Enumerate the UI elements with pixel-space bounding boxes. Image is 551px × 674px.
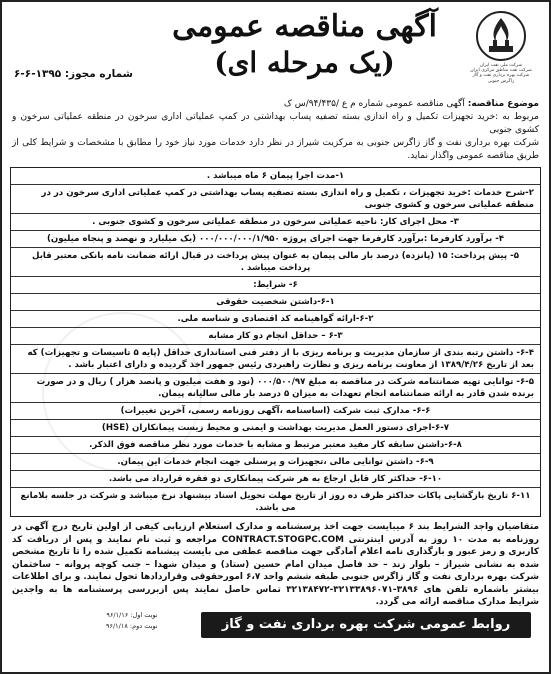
condition-row: ۶-۱۰- حداکثر کار قابل ارجاع به هر شرکت پیمانکاری دو فقره قرارداد می باشد. — [11, 471, 540, 488]
condition-row: ۶-۴- داشتن رتبه بندی از سازمان مدیریت و برنامه ریزی با از دفتر فنی استانداری حداقل (پایه ۵ تاسیسات و تجهیزات) که بعد از تاریخ ۱۳۸۹/۴/۲۶ از معاونت برنامه ریزی و نظارت راهبردی رئیس جمهور اخذ گردیده و دارای اعتبار باشد . — [11, 345, 540, 374]
condition-row: ۶-۱۱ تاریخ بازگشایی پاکات حداکثر ظرف ده روز از تاریخ مهلت تحویل اسناد بیشنهاد نرخ میباشد و شرکت در جلسه بلامانع می باشد. — [20, 491, 531, 513]
publication-dates — [106, 610, 158, 632]
condition-row: ۶-۲-ارائه گواهینامه کد اقتصادی و شناسه ملی. — [11, 311, 540, 328]
first-publication-date: نوبت اول: ۹۶/۱/۱۶ — [106, 611, 158, 619]
notice-subtitle: (یک مرحله ای) — [214, 46, 395, 79]
public-relations-banner: روابط عمومی شرکت بهره برداری نفت و گاز زاگرس جنوبی — [201, 612, 531, 638]
outro-part-1: متقاضیان واجد الشرایط بند ۶ میبایست جهت اخذ پرسشنامه و مدارک استعلام ارزیابی کیفی از اولین تاریخ درج آگهی در روزنامه به مدت ۱۰ روز به آدرس اینترنتی — [12, 522, 539, 545]
condition-row: ۵- پیش پرداخت: ۱۵ (پانزده) درصد بار مالی پیمان به عنوان پیش پرداخت در قبال ارائه ضمانت نامه بانکی معتبر قابل پرداخت میباشد . — [11, 248, 540, 277]
condition-row: ۶-۹- داشتن توانایی مالی ،تجهیزات و پرسنلی جهت انجام خدمات این پیمان. — [11, 454, 540, 471]
condition-row: ۳- محل اجرای کار: ناحیه عملیاتی سرخون در منطقه عملیاتی سرخون و کشوی جنوبی . — [11, 214, 540, 231]
subject-label: موضوع مناقصه: — [467, 99, 539, 109]
title-block — [160, 8, 449, 80]
permit-number: شماره مجوز: ۱۳۹۵-۶-۶ — [14, 68, 133, 80]
company-logo — [465, 10, 537, 88]
conditions-table — [10, 167, 541, 517]
condition-row: ۶-۸-داشتن سابقه کار مفید معتبر مرتبط و مشابه با خدمات مورد نظر مناقصه فوق الذکر. — [11, 437, 540, 454]
condition-row: ۶-۱-داشتن شخصیت حقوقی — [11, 294, 540, 311]
subject-text: آگهی مناقصه عمومی شماره م ع /۹۴/۴۳۵/س ک — [283, 99, 465, 109]
condition-row: ۱-مدت اجرا پیمان ۶ ماه میباشد . — [11, 168, 540, 185]
subject-line — [12, 98, 539, 111]
intro-text — [10, 96, 541, 167]
condition-row: ۶-۵- توانایی تهیه ضمانتنامه شرکت در مناقصه به مبلغ ۰۰۰/۵۰۰/۹۷ (نود و هفت میلیون و پانصد هزار ) ریال و در صورت برنده شدن قادر به ارائه ضمانتنامه انجام تعهدات به میزان ۵ درصد بار مالی سالیانه پیمان. — [11, 374, 540, 403]
logo-caption: شرکت ملی نفت ایران شرکت نفت مناطق مرکزی ایران شرکت بهره برداری نفت و گاز زاگرس جنوبی — [470, 63, 532, 84]
condition-row: ۲-شرح خدمات :خرید تجهیزات ، تکمیل و راه اندازی بسته تصفیه پساب بهداشتی در کمپ عملیاتی اداری سرخون در در منطقه عملیاتی سرخون و کشوی جنوبی — [11, 185, 540, 214]
second-publication-date: نوبت دوم: ۹۶/۱/۱۸ — [106, 622, 158, 630]
notice-header — [10, 8, 541, 96]
intro-line-2: مربوط به :خرید تجهیزات تکمیل و راه اندازی بسته تصفیه پساب بهداشتی در کمپ عملیاتی اداری سرخون در منطقه عملیاتی سرخون و کشوی جنوبی — [12, 112, 539, 135]
condition-row: ۶-۶- مدارک ثبت شرکت (اساسنامه ،آگهی روزنامه رسمی، آخرین تغییرات) — [11, 403, 540, 420]
registration-url[interactable]: CONTRACT.STOGPC.COM — [221, 534, 344, 545]
outro-text — [10, 517, 541, 612]
outro-part-2: مراجعه و ثبت نام نمایند و پس از دریافت کد کاربری و رمز عبور و بارگذاری نامه اعلام آمادگی جهت مناقصه عطفی می بایست پیشنامه تکمیل شده را تا تاریخ مشخص شده به نشانی شیراز – بلوار زند – حد فاصل میدان امام حسین (ستاد) و میدان شهدا – جنب کوچه پروانه – ساختمان شرکت بهره برداری نفت و گاز زاگرس جنوبی طبقه ششم واحد ۶،۷ امورحقوقی وقراردادها تحول نمایند. — [12, 534, 539, 582]
notice-title: آگهی مناقصه عمومی — [172, 9, 437, 44]
flame-logo-icon — [475, 10, 527, 62]
condition-row: ۶-۷-اجرای دستور العمل مدیریت بهداشت و ایمنی و محیط زیست پیمانکاران (HSE) — [11, 420, 540, 437]
condition-row: ۶-۳ – حداقل انجام دو کار مشابه — [11, 328, 540, 345]
intro-line-3: شرکت بهره برداری نفت و گاز زاگرس جنوبی به مرکزیت شیراز در نظر دارد خدمات مورد نیاز خود را مطابق با مشخصات و شرایط کلی از طریق مناقصه عمومی واگذار نماید. — [12, 138, 539, 161]
notice-footer — [10, 606, 541, 664]
condition-row: ۶- شرایط: — [11, 277, 540, 294]
outro-part-3: و برای اطلاعات بیشتر باشماره تلفن های ۳۸۹۶-۳۲۱۳۳۸۹۶۰۷۱-۳۲۱۳۸۴۷۲ تماس حاصل نمایند پس ازبررسی پرسشنامه ها به واجدین شرایط مدارک مناقصه ارائه می گردد. — [12, 572, 539, 607]
condition-row: ۴- برآورد کارفرما :برآورد کارفرما جهت اجرای پروژه ۰۰۰/۰۰۰/۰۰۰/۱/۹۵۰ (یک میلیارد و نهصد و پنجاه میلیون) — [11, 231, 540, 248]
